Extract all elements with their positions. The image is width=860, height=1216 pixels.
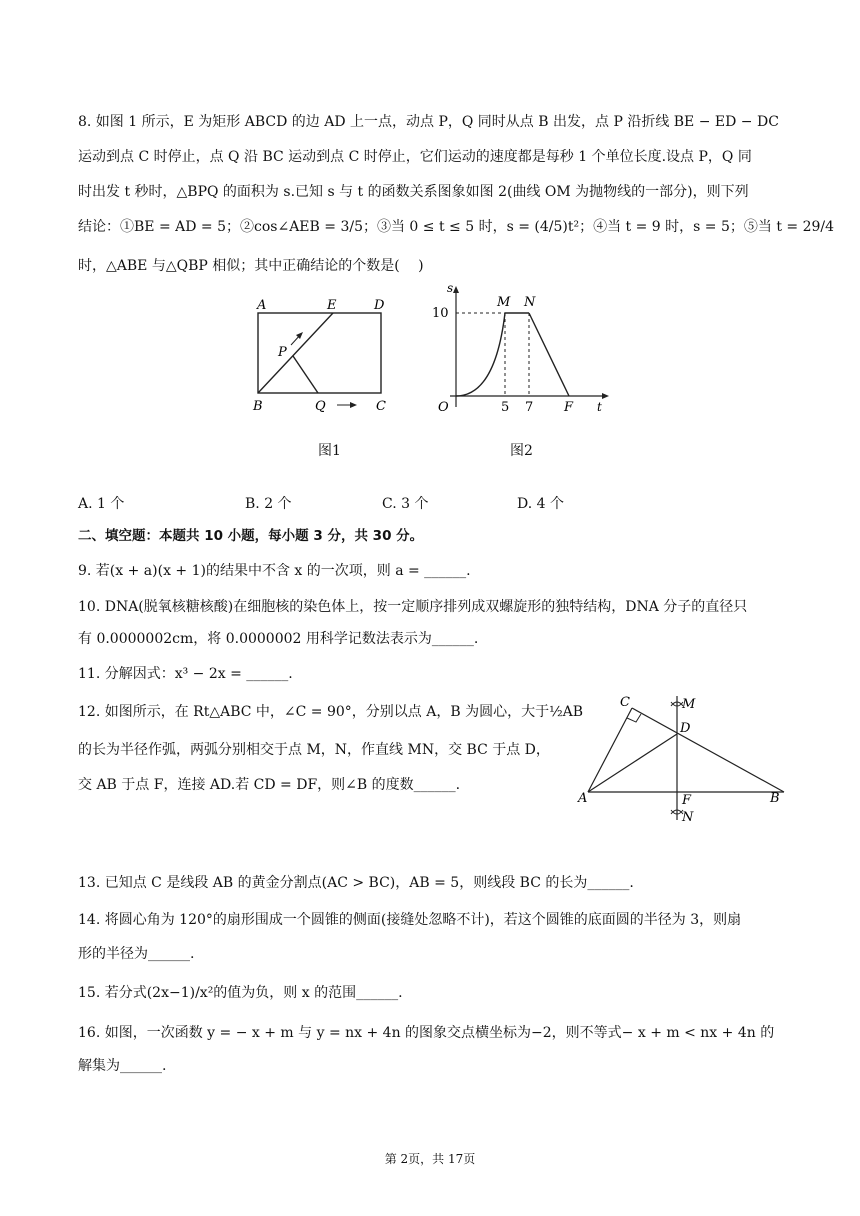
- fig1-label-P: P: [278, 345, 287, 360]
- section-2-heading: 二、填空题：本题共 10 小题，每小题 3 分，共 30 分。: [78, 528, 424, 544]
- q11-text: 11. 分解因式：x³ − 2x = ______.: [78, 666, 293, 682]
- fig2-caption: 图2: [510, 443, 533, 459]
- fig2-label-7: 7: [525, 400, 534, 415]
- q12-label-N: N: [682, 810, 694, 825]
- fig1-label-D: D: [374, 298, 385, 313]
- fig2-label-s: s: [447, 282, 454, 295]
- q12-line-1: 12. 如图所示，在 Rt△ABC 中，∠C = 90°，分别以点 A，B 为圆心，大于½AB: [78, 704, 584, 720]
- fig1-label-A: A: [257, 298, 267, 313]
- fig1-caption: 图1: [318, 443, 341, 459]
- q8-option-b: B. 2 个: [245, 496, 292, 512]
- fig2-label-10: 10: [432, 306, 449, 321]
- fig2-label-O: O: [438, 400, 449, 415]
- fig1-label-Q: Q: [315, 399, 326, 414]
- q12-label-M: M: [682, 697, 696, 712]
- q13-text: 13. 已知点 C 是线段 AB 的黄金分割点(AC > BC)，AB = 5，则线段 BC 的长为______.: [78, 875, 634, 891]
- q12-label-C: C: [620, 695, 630, 710]
- q8-line-2: 运动到点 C 时停止，点 Q 沿 BC 运动到点 C 时停止，它们运动的速度都是每秒 1 个单位长度.设点 P，Q 同: [78, 149, 752, 165]
- q8-option-c: C. 3 个: [382, 496, 429, 512]
- fig1-label-E: E: [327, 298, 337, 313]
- q9-text: 9. 若(x + a)(x + 1)的结果中不含 x 的一次项，则 a = ______.: [78, 563, 471, 579]
- q12-line-2: 的长为半径作弧，两弧分别相交于点 M，N，作直线 MN，交 BC 于点 D，: [78, 742, 550, 758]
- q8-option-a: A. 1 个: [78, 496, 125, 512]
- q12-label-B: B: [770, 791, 780, 806]
- q8-figure-1: [245, 292, 405, 420]
- fig2-label-M: M: [497, 295, 511, 310]
- q8-line-3: 时出发 t 秒时，△BPQ 的面积为 s.已知 s 与 t 的函数关系图象如图 2(曲线 OM 为抛物线的一部分)，则下列: [78, 184, 749, 200]
- fig2-label-F: F: [564, 400, 574, 415]
- q10-line-1: 10. DNA(脱氧核糖核酸)在细胞核的染色体上，按一定顺序排列成双螺旋形的独特结构，DNA 分子的直径只: [78, 599, 748, 615]
- q8-line-1: 8. 如图 1 所示，E 为矩形 ABCD 的边 AD 上一点，动点 P，Q 同时从点 B 出发，点 P 沿折线 BE − ED − DC: [78, 114, 779, 130]
- q14-line-2: 形的半径为______.: [78, 946, 195, 962]
- q15-text: 15. 若分式(2x−1)/x²的值为负，则 x 的范围______.: [78, 985, 403, 1001]
- q14-line-1: 14. 将圆心角为 120°的扇形围成一个圆锥的侧面(接缝处忽略不计)，若这个圆锥的底面圆的半径为 3，则扇: [78, 912, 742, 928]
- q16-line-2: 解集为______.: [78, 1058, 167, 1074]
- q12-label-A: A: [578, 791, 588, 806]
- q12-figure: [572, 690, 792, 830]
- q8-figure-2: [425, 282, 620, 422]
- q8-line-4: 结论：①BE = AD = 5；②cos∠AEB = 3/5；③当 0 ≤ t ≤ 5 时，s = (4/5)t²；④当 t = 9 时，s = 5；⑤当 t = 29/4: [78, 219, 835, 235]
- q16-line-1: 16. 如图，一次函数 y = − x + m 与 y = nx + 4n 的图象交点横坐标为−2，则不等式− x + m < nx + 4n 的: [78, 1025, 775, 1041]
- q12-label-D: D: [680, 721, 691, 736]
- fig1-label-B: B: [253, 399, 263, 414]
- q10-line-2: 有 0.0000002cm，将 0.0000002 用科学记数法表示为______.: [78, 631, 479, 647]
- fig2-label-t: t: [597, 400, 602, 414]
- fig2-label-N: N: [524, 295, 536, 310]
- q8-line-5: 时，△ABE 与△QBP 相似；其中正确结论的个数是( ): [78, 258, 424, 274]
- fig2-label-5: 5: [501, 400, 510, 415]
- q12-line-3: 交 AB 于点 F，连接 AD.若 CD = DF，则∠B 的度数______.: [78, 777, 461, 793]
- q8-option-d: D. 4 个: [517, 496, 564, 512]
- q12-label-F: F: [682, 793, 692, 808]
- fig1-label-C: C: [376, 399, 386, 414]
- page-footer: 第 2页，共 17页: [384, 1152, 476, 1166]
